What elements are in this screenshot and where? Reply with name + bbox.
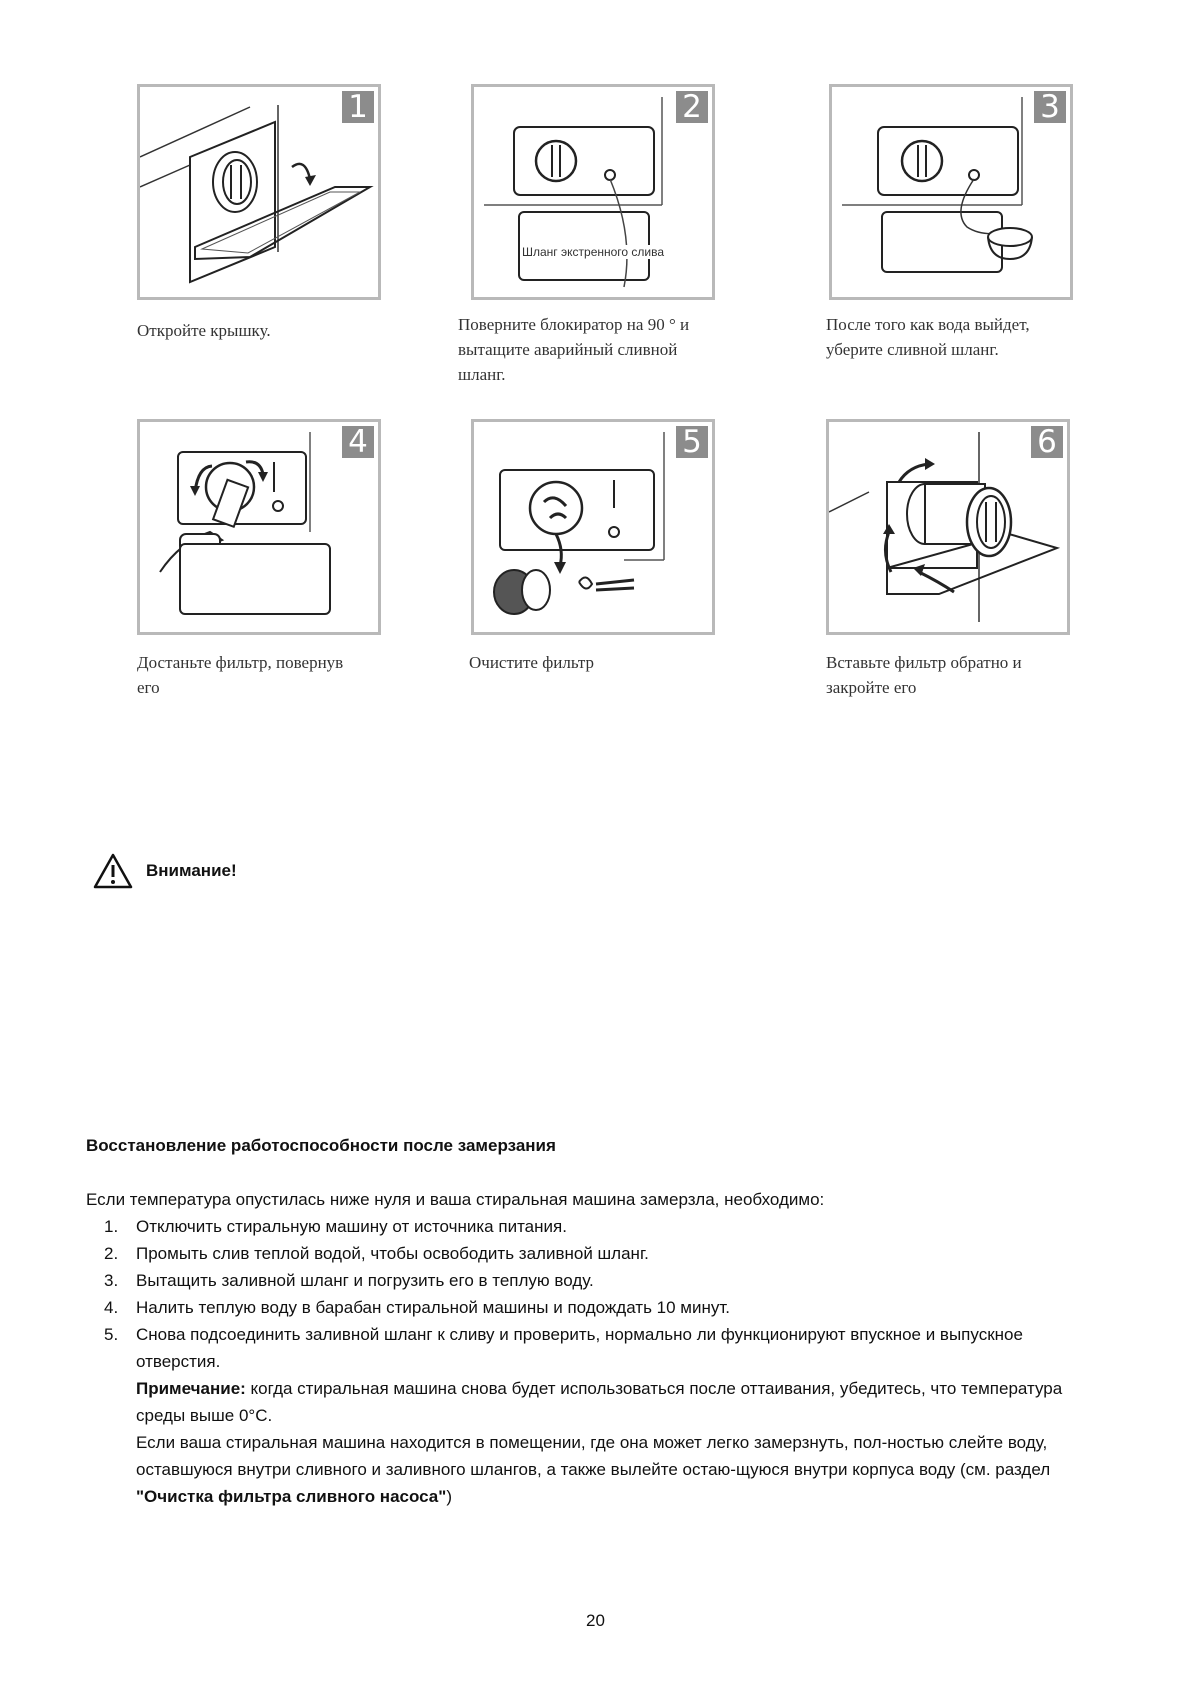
step-number-badge: 4	[342, 426, 374, 458]
step-number-badge: 2	[676, 91, 708, 123]
list-item: 1. Отключить стиральную машину от источника питания.	[104, 1217, 567, 1236]
hose-label: Шланг экстренного слива	[522, 245, 665, 259]
step-6-illustration	[826, 419, 1070, 635]
warning-title: Внимание!	[146, 861, 237, 880]
step-6-caption: Вставьте фильтр обратно и закройте его	[826, 653, 1022, 697]
note-label: Примечание:	[136, 1379, 246, 1398]
list-item: 3. Вытащить заливной шланг и погрузить его в теплую воду.	[104, 1271, 594, 1290]
step-number-badge: 6	[1031, 426, 1063, 458]
list-item: 4. Налить теплую воду в барабан стиральной машины и подождать 10 минут.	[104, 1298, 730, 1317]
section-title: Восстановление работоспособности после замерзания	[86, 1136, 556, 1155]
section-intro: Если температура опустилась ниже нуля и ваша стиральная машина замерзла, необходимо:	[86, 1190, 825, 1209]
list-item: 5. Снова подсоединить заливной шланг к сливу и проверить, нормально ли функционируют впускное и выпускное отверстия.	[104, 1325, 1023, 1371]
step-5-caption: Очистите фильтр	[469, 653, 595, 672]
step-number-badge: 1	[342, 91, 374, 123]
page-number: 20	[586, 1611, 605, 1630]
step-number-badge: 5	[676, 426, 708, 458]
step-1-illustration	[137, 84, 381, 300]
step-4-caption: Достаньте фильтр, повернув его	[137, 653, 344, 697]
step-number-badge: 3	[1034, 91, 1066, 123]
extra-paragraph: Если ваша стиральная машина находится в помещении, где она может легко замерзнуть, пол-ностью слейте воду, оставшуюся внутри сливного и заливного шлангов, а также вылейте остаю-щуюся внутри корпуса воду (см. раздел "Очистка фильтра сливного насоса")	[136, 1433, 1051, 1506]
step-3-illustration	[829, 84, 1073, 300]
step-3-caption: После того как вода выйдет, уберите сливной шланг.	[826, 315, 1030, 359]
section-body	[86, 1186, 1086, 1510]
step-1-caption: Откройте крышку.	[137, 321, 271, 340]
step-2-illustration	[471, 84, 715, 300]
list-item: 2. Промыть слив теплой водой, чтобы освободить заливной шланг.	[104, 1244, 649, 1263]
step-4-illustration	[137, 419, 381, 635]
step-5-illustration	[471, 419, 715, 635]
steps-list	[86, 1213, 1086, 1375]
step-2-caption: Поверните блокиратор на 90 ° и вытащите аварийный сливной шланг.	[458, 315, 690, 384]
section-reference: "Очистка фильтра сливного насоса"	[136, 1487, 447, 1506]
warning-triangle-icon	[92, 852, 134, 890]
note-paragraph: Примечание: когда стиральная машина снова будет использоваться после оттаивания, убедитесь, что температура среды выше 0°С.	[136, 1379, 1063, 1425]
